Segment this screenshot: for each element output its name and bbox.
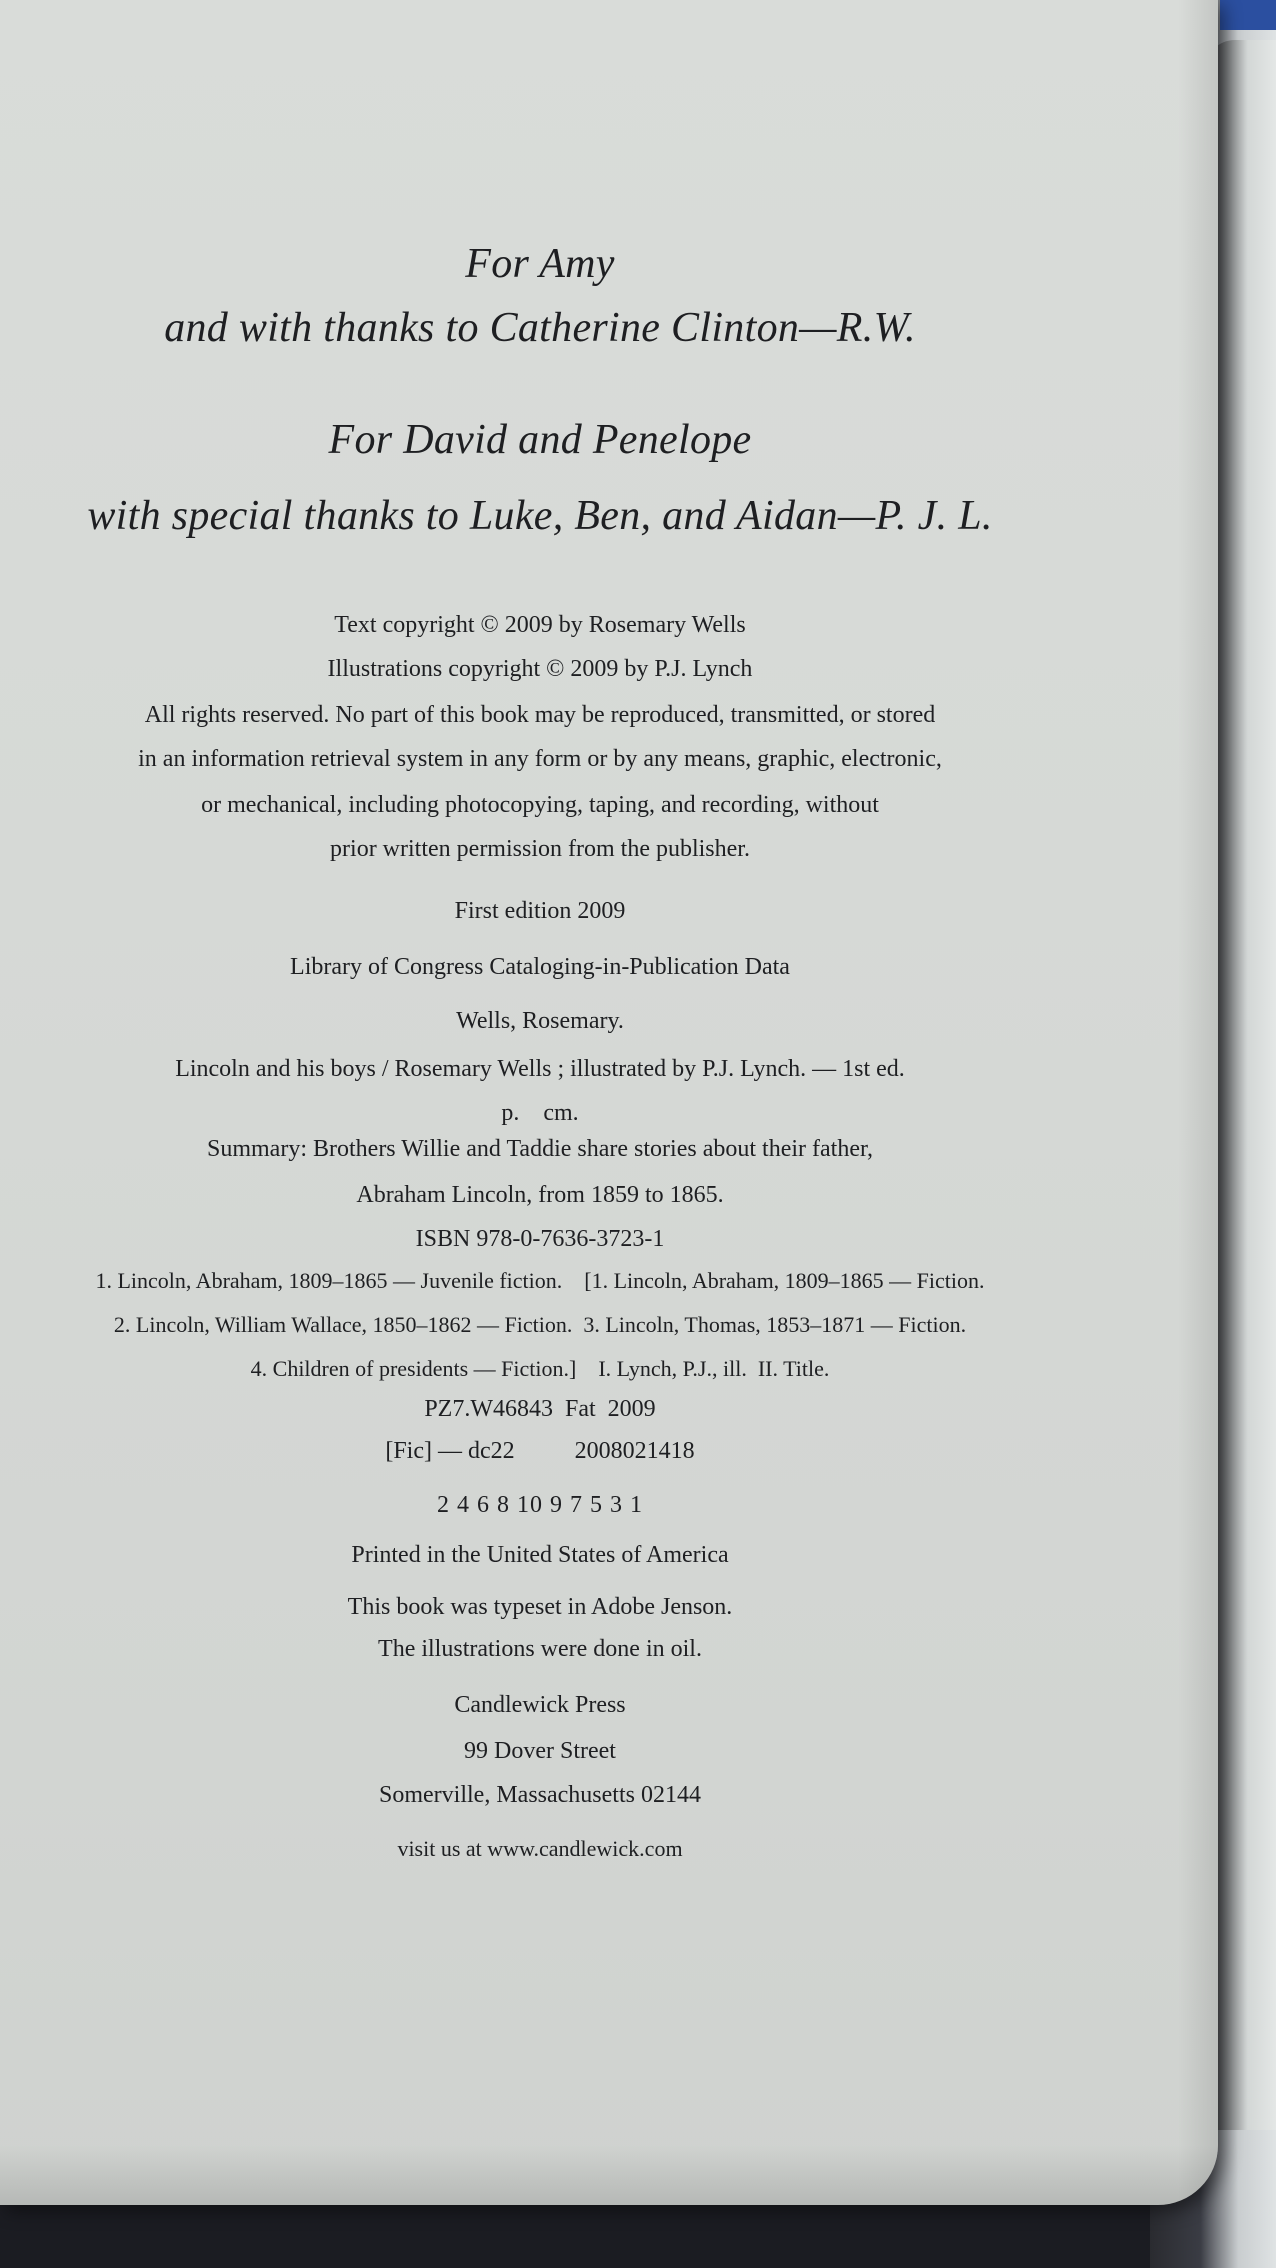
illustrations-copyright: Illustrations copyright © 2009 by P.J. Lynch (327, 656, 753, 682)
cip-physical: p. cm. (501, 1100, 579, 1126)
cip-isbn: ISBN 978-0-7636-3723-1 (415, 1226, 665, 1252)
rights-line-3: or mechanical, including photocopying, taping, and recording, without (201, 792, 879, 818)
cip-author: Wells, Rosemary. (456, 1008, 624, 1034)
cip-summary-line-1: Summary: Brothers Willie and Taddie share stories about their father, (207, 1136, 873, 1162)
page-edge-shadow (1178, 0, 1218, 2205)
dedication-line-3: For David and Penelope (328, 417, 752, 463)
rights-line-2: in an information retrieval system in any form or by any means, graphic, electronic, (138, 746, 942, 772)
cip-classification: PZ7.W46843 Fat 2009 (424, 1396, 656, 1422)
publisher-name: Candlewick Press (454, 1692, 626, 1718)
publisher-website: visit us at www.candlewick.com (397, 1836, 683, 1861)
printed-in: Printed in the United States of America (351, 1542, 729, 1568)
illustrations-note: The illustrations were done in oil. (378, 1636, 702, 1662)
dedication-line-1: For Amy (465, 241, 615, 287)
rights-line-4: prior written permission from the publisher. (330, 836, 750, 862)
text-copyright: Text copyright © 2009 by Rosemary Wells (334, 612, 746, 638)
background-object (1220, 0, 1276, 30)
publisher-street: 99 Dover Street (464, 1738, 616, 1764)
cip-subject-line-1: 1. Lincoln, Abraham, 1809–1865 — Juvenile fiction. [1. Lincoln, Abraham, 1809–1865 — Fiction. (95, 1268, 985, 1293)
dedication-line-4: with special thanks to Luke, Ben, and Aidan—P. J. L. (87, 493, 993, 539)
cip-subject-line-2: 2. Lincoln, William Wallace, 1850–1862 — Fiction. 3. Lincoln, Thomas, 1853–1871 — Fiction. (113, 1312, 967, 1337)
publisher-city: Somerville, Massachusetts 02144 (379, 1782, 701, 1808)
cip-dewey: [Fic] — dc22 2008021418 (385, 1438, 695, 1464)
dedication-line-2: and with thanks to Catherine Clinton—R.W. (164, 305, 916, 351)
cip-heading: Library of Congress Cataloging-in-Publication Data (290, 954, 790, 980)
page-bottom-shadow (0, 2145, 1218, 2205)
cip-subject-line-3: 4. Children of presidents — Fiction.] I. Lynch, P.J., ill. II. Title. (250, 1356, 830, 1381)
printing-number-line: 2 4 6 8 10 9 7 5 3 1 (437, 1492, 643, 1518)
cip-summary-line-2: Abraham Lincoln, from 1859 to 1865. (356, 1182, 724, 1208)
cip-title-line: Lincoln and his boys / Rosemary Wells ; illustrated by P.J. Lynch. — 1st ed. (175, 1056, 905, 1082)
rights-line-1: All rights reserved. No part of this book may be reproduced, transmitted, or stored (144, 702, 936, 728)
typeset-note: This book was typeset in Adobe Jenson. (347, 1594, 733, 1620)
edition: First edition 2009 (454, 898, 626, 924)
